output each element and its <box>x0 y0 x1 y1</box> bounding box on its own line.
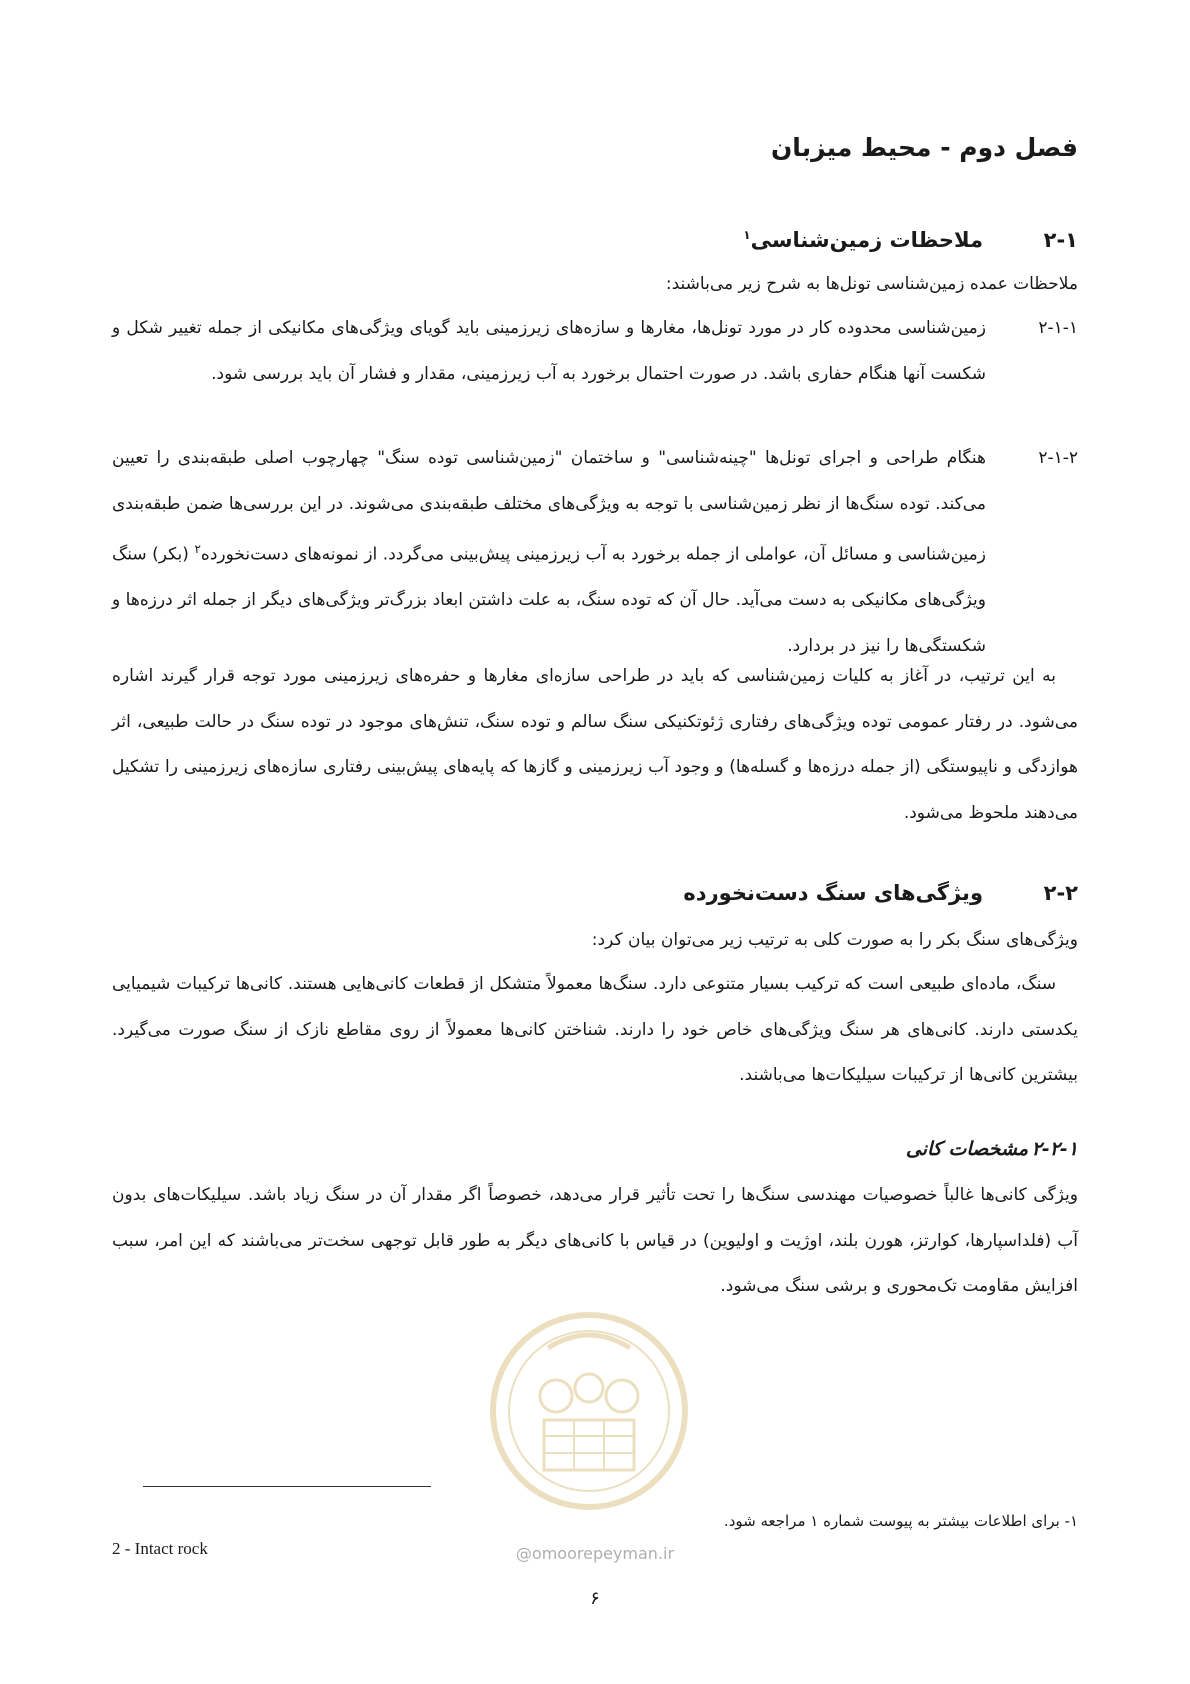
section-heading-2-1 <box>743 218 1078 257</box>
footnote-2: 2 - Intact rock <box>112 1539 208 1558</box>
list-item <box>112 306 1078 397</box>
list-item <box>112 436 1078 669</box>
page-number: ۶ <box>590 1588 600 1609</box>
section-title: ویژگی‌های سنگ دست‌نخورده <box>683 881 983 905</box>
footnote-1: ۱- برای اطلاعات بیشتر به پیوست شماره ۱ مراجعه شود. <box>723 1512 1078 1530</box>
watermark-site-text: @omoorepeyman.ir <box>515 1544 675 1563</box>
footnote-divider <box>143 1486 431 1487</box>
subsection-title: مشخصات کانی <box>905 1138 1028 1160</box>
section-intro: ملاحظات عمده زمین‌شناسی تونل‌ها به شرح زیر می‌باشند: <box>665 274 1078 294</box>
item-number: ۲-۱-۲ <box>1038 448 1078 468</box>
subsection-number: ۲-۲-۱ <box>1031 1138 1078 1160</box>
item-text: زمین‌شناسی محدوده کار در مورد تونل‌ها، مغارها و سازه‌های زیرزمینی باید گویای ویژگی‌های مکانیکی از جمله تغییر شکل و شکست آنها هنگام حفاری باشد. در صورت احتمال برخورد به آب زیرزمینی، مقدار و فشار آن باید بررسی شود. <box>112 318 986 384</box>
footnote-marker-1: ۱ <box>743 228 751 242</box>
item-text <box>112 436 986 669</box>
subsection-paragraph: ویژگی کانی‌ها غالباً خصوصیات مهندسی سنگ‌ها را تحت تأثیر قرار می‌دهد، خصوصاً اگر مقدار آن در سنگ زیاد باشد. سیلیکات‌های بدون آب (فلداسپارها، کوارتز، هورن بلند، اوژیت و اولیوین) در قیاس با کانی‌های دیگر به طور قابل توجهی سخت‌تر می‌باشند که این امر، سبب افزایش مقاومت تک‌محوری و برشی سنگ می‌شود. <box>112 1185 1078 1296</box>
section-paragraph: سنگ، ماده‌ای طبیعی است که ترکیب بسیار متنوعی دارد. سنگ‌ها معمولاً متشکل از قطعات کانی‌هایی هستند. کانی‌ها ترکیبات شیمیایی یکدستی دارند. کانی‌های هر سنگ ویژگی‌های خاص خود را دارند. شناختن کانی‌ها معمولاً از روی مقاطع نازک از سنگ صورت می‌گیرد. بیشترین کانی‌ها از ترکیبات سیلیکات‌ها می‌باشند. <box>112 974 1078 1085</box>
item-text-part-1: هنگام طراحی و اجرای تونل‌ها "چینه‌شناسی" و ساختمان "زمین‌شناسی توده سنگ" چهارچوب اصلی طبقه‌بندی را تعیین می‌کند. توده سنگ‌ها از نظر زمین‌شناسی با توجه به ویژگی‌های مختلف طبقه‌بندی می‌شوند. در این بررسی‌ها ضمن طبقه‌بندی زمین‌شناسی و مسائل آن، عواملی از جمله برخورد به آب زیرزمینی پیش‌بینی می‌گردد. از نمونه‌های دست‌نخورده <box>112 448 986 565</box>
section-closing-paragraph: به این ترتیب، در آغاز به کلیات زمین‌شناسی که باید در طراحی سازه‌ای مغارها و حفره‌های زیرزمینی مورد توجه قرار گیرند اشاره می‌شود. در رفتار عمومی توده ویژگی‌های رفتاری ژئوتکنیکی سنگ سالم و توده سنگ، تنش‌های موجود در توده سنگ در حالت طبیعی، اثر هوازدگی و ناپیوستگی (از جمله درزه‌ها و گسله‌ها) و وجود آب زیرزمینی و گازها که پایه‌های پیش‌بینی رفتاری سازه‌های زیرزمینی را تشکیل می‌دهند ملحوظ می‌شود. <box>112 666 1078 823</box>
subsection-heading-2-2-1 <box>906 1134 1078 1164</box>
section-intro: ویژگی‌های سنگ بکر را به صورت کلی به ترتیب زیر می‌توان بیان کرد: <box>591 930 1078 950</box>
section-number: ۲-۱ <box>1043 228 1078 252</box>
section-title: ملاحظات زمین‌شناسی <box>750 228 983 252</box>
item-number: ۲-۱-۱ <box>1038 318 1078 338</box>
section-heading-2-2 <box>683 876 1078 910</box>
footnote-marker-2: ۲ <box>194 542 201 556</box>
section-number: ۲-۲ <box>1043 881 1078 905</box>
chapter-title: فصل دوم - محیط میزبان <box>770 133 1078 162</box>
watermark-seal-icon <box>486 1308 692 1514</box>
item-text-part-2: (بکر) سنگ ویژگی‌های مکانیکی به دست می‌آید. حال آن که توده سنگ، به علت داشتن ابعاد بزرگ‌تر ویژگی‌های دیگر از جمله اثر درزه‌ها و شکستگی‌ها را نیز در بردارد. <box>112 544 986 656</box>
